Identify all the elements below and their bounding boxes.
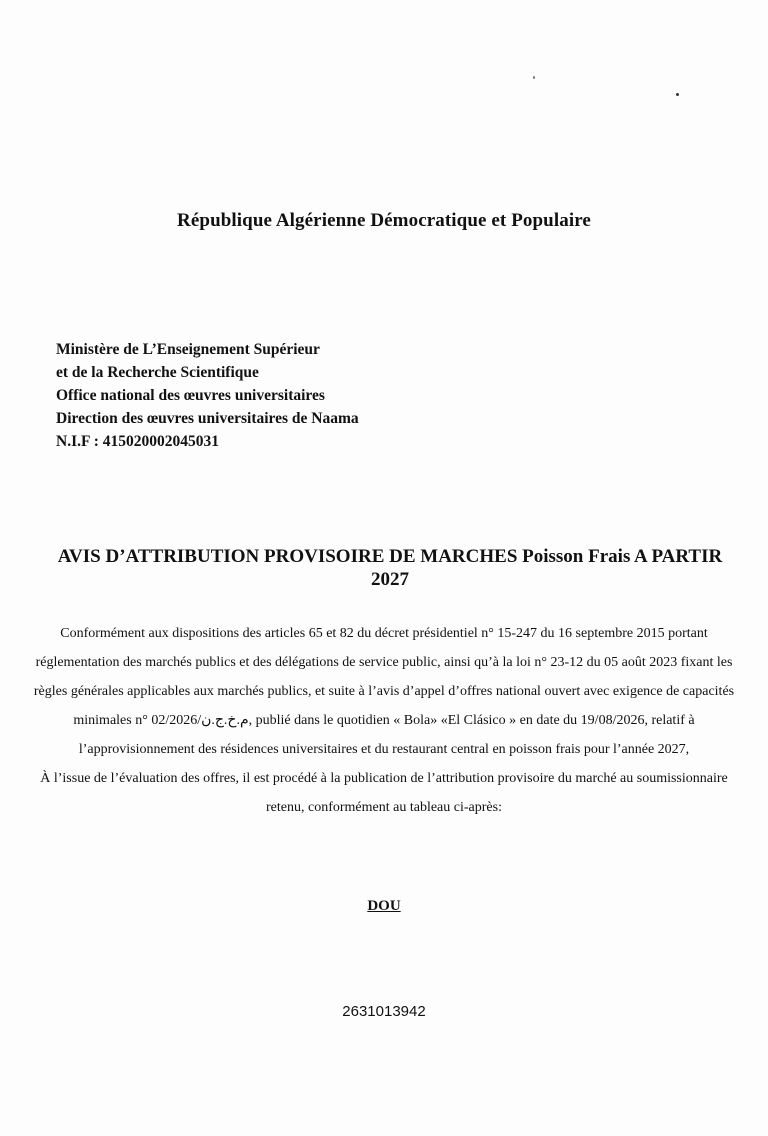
- scan-speck: [676, 93, 679, 96]
- notice-paragraph: À l’issue de l’évaluation des offres, il est procédé à la publication de l’attribution provisoire du marché au soumissionnaire retenu, conformément au tableau ci-après:: [40, 771, 728, 815]
- ministry-line: Office national des œuvres universitaires: [56, 387, 325, 404]
- notice-body: [20, 619, 748, 822]
- ministry-line: et de la Recherche Scientifique: [56, 364, 259, 381]
- republic-heading: République Algérienne Démocratique et Populaire: [177, 210, 591, 231]
- dou-label: DOU: [367, 898, 401, 914]
- notice-title: AVIS D’ATTRIBUTION PROVISOIRE DE MARCHES Poisson Frais A PARTIR 2027: [57, 546, 723, 590]
- nif-line: N.I.F : 415020002045031: [56, 433, 220, 450]
- ministry-line: Ministère de L’Enseignement Supérieur: [56, 341, 320, 358]
- notice-paragraph: Conformément aux dispositions des articles 65 et 82 du décret présidentiel n° 15-247 du 16 septembre 2015 portant réglementation des marchés publics et des délégations de service public, ainsi qu’à la loi n° 23-12 du 05 août 2023 fixant les règles générales applicables aux marchés publics, et suite à l’avis d’appel d’offres national ouvert avec exigence de capacités minimales n° 02/2026/م.خ.ج.ن, publié dans le quotidien « Bola» «El Clásico » en date du 19/08/2026, relatif à l’approvisionnement des résidences universitaires et du restaurant central en poisson frais pour l’année 2027,: [33, 626, 735, 757]
- ministry-block: [56, 338, 359, 453]
- scan-speck: [533, 76, 535, 79]
- reference-number: 2631013942: [342, 1003, 426, 1020]
- ministry-line: Direction des œuvres universitaires de Naama: [56, 410, 359, 427]
